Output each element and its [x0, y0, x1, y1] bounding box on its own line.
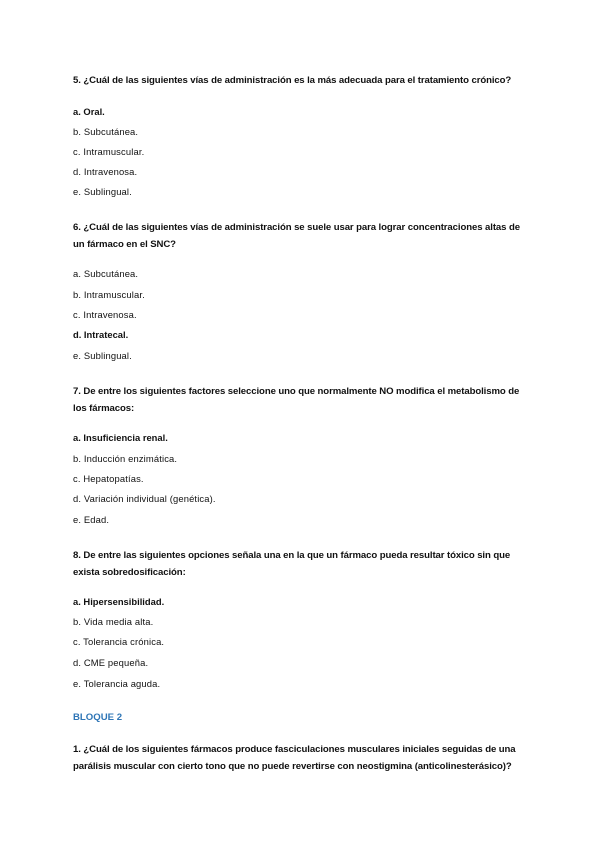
block-heading: BLOQUE 2: [73, 712, 123, 723]
q5-option-e: e. Sublingual.: [73, 186, 132, 197]
question-8: 8. De entre las siguientes opciones señala una en la que un fármaco pueda resultar tóxico sin que exista sobredosificación:: [73, 550, 511, 578]
block2-question-1: 1. ¿Cuál de los siguientes fármacos produce fasciculaciones musculares iniciales seguidas de una parálisis muscular con cierto tono que no puede revertirse con neostigmina (anticolinesterásico)?: [73, 744, 516, 772]
q8-option-b: b. Vida media alta.: [73, 616, 154, 627]
q8-option-d: d. CME pequeña.: [73, 657, 149, 668]
q6-option-b: b. Intramuscular.: [73, 289, 145, 300]
question-5: 5. ¿Cuál de las siguientes vías de administración es la más adecuada para el tratamiento crónico?: [73, 75, 512, 86]
q8-option-e: e. Tolerancia aguda.: [73, 678, 161, 689]
q5-option-a: a. Oral.: [73, 106, 105, 117]
q5-option-c: c. Intramuscular.: [73, 146, 145, 157]
q7-option-b: b. Inducción enzimática.: [73, 453, 178, 464]
q6-option-e: e. Sublingual.: [73, 350, 132, 361]
q7-option-e: e. Edad.: [73, 514, 110, 525]
q7-option-d: d. Variación individual (genética).: [73, 493, 216, 504]
q8-option-c: c. Tolerancia crónica.: [73, 636, 165, 647]
q8-option-a: a. Hipersensibilidad.: [73, 596, 165, 607]
q6-option-a: a. Subcutánea.: [73, 268, 139, 279]
q7-option-a: a. Insuficiencia renal.: [73, 432, 168, 443]
q5-option-d: d. Intravenosa.: [73, 166, 138, 177]
question-7: 7. De entre los siguientes factores seleccione uno que normalmente NO modifica el metabolismo de los fármacos:: [73, 386, 520, 414]
q5-option-b: b. Subcutánea.: [73, 126, 139, 137]
q6-option-d: d. Intratecal.: [73, 329, 129, 340]
question-6: 6. ¿Cuál de las siguientes vías de administración se suele usar para lograr concentraciones altas de un fármaco en el SNC?: [73, 222, 520, 250]
q6-option-c: c. Intravenosa.: [73, 309, 137, 320]
q7-option-c: c. Hepatopatías.: [73, 473, 144, 484]
